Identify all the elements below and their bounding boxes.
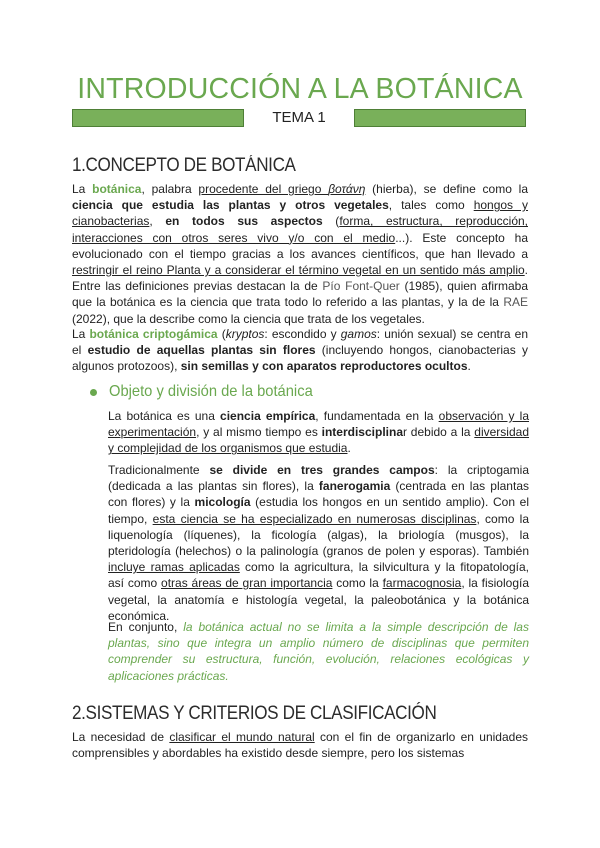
subsection-heading: Objeto y división de la botánica [109,383,313,400]
subsection-heading-row [90,383,330,401]
tema-bar-right [354,109,526,127]
section-2-heading: 2.SISTEMAS Y CRITERIOS DE CLASIFICACIÓN [72,703,437,724]
bullet-dot-icon [90,389,97,396]
tema-banner [72,108,526,128]
paragraph-empirical: La botánica es una ciencia empírica, fundamentada en la observación y la experimentación, y al mismo tiempo es interdisciplinar debido a la diversidad y complejidad de los organismos que estudia. [108,409,530,456]
paragraph-cryptogamic: La botánica criptogámica (kryptos: escondido y gamos: unión sexual) se centra en el estudio de aquellas plantas sin flores (incluyendo hongos, cianobacterias y algunos protozoos), sin semillas y con aparatos reproductores ocultos. [72,327,529,374]
tema-bar-left [72,109,244,127]
tema-label: TEMA 1 [272,109,326,126]
paragraph-summary: En conjunto, la botánica actual no se limita a la simple descripción de las plantas, sino que integra un amplio número de disciplinas que permiten comprender su estructura, función, evolución, relaciones ecológicas y aplicaciones prácticas. [108,620,529,683]
paragraph-divisions: Tradicionalmente se divide en tres grandes campos: la criptogamia (dedicada a las plantas sin flores), la fanerogamia (centrada en las plantas con flores) y la micología (estudia los hongos en un sentido amplio). Con el tiempo, esta ciencia se ha especializado en numerosas disciplinas, como la liquenología (líquenes), la ficología (algas), la briología (musgos), la pteridología (helechos) o la palinología (granos de polen y esporas). También incluye ramas aplicadas como la agricultura, la silvicultura y la fitopatología, así como otras áreas de gran importancia como la farmacognosia, la fisiología vegetal, la anatomía e histología vegetal, la paleobotánica y la botánica económica. [108,463,530,623]
section-1-heading: 1.CONCEPTO DE BOTÁNICA [72,155,296,176]
paragraph-definition: La botánica, palabra procedente del griego βοτάνη (hierba), se define como la ciencia que estudia las plantas y otros vegetales, tales como hongos y cianobacterias, en todos sus aspectos (forma, estructura, reproducción, interacciones con otros seres vivo y/o con el medio...). Este concepto ha evolucionado con el tiempo gracias a los avances científicos, que han llevado a restringir el reino Planta y a considerar el término vegetal en un sentido más amplio. Entre las definiciones previas destacan la de Pío Font-Quer (1985), quien afirmaba que la botánica es la ciencia que trata todo lo referido a las plantas, y la de la RAE (2022), que la describe como la ciencia que trata de los vegetales. [72,182,529,326]
document-title: INTRODUCCIÓN A LA BOTÁNICA [77,73,523,105]
paragraph-classification: La necesidad de clasificar el mundo natural con el fin de organizarlo en unidades comprensibles y abordables ha existido desde siempre, pero los sistemas [72,730,528,761]
